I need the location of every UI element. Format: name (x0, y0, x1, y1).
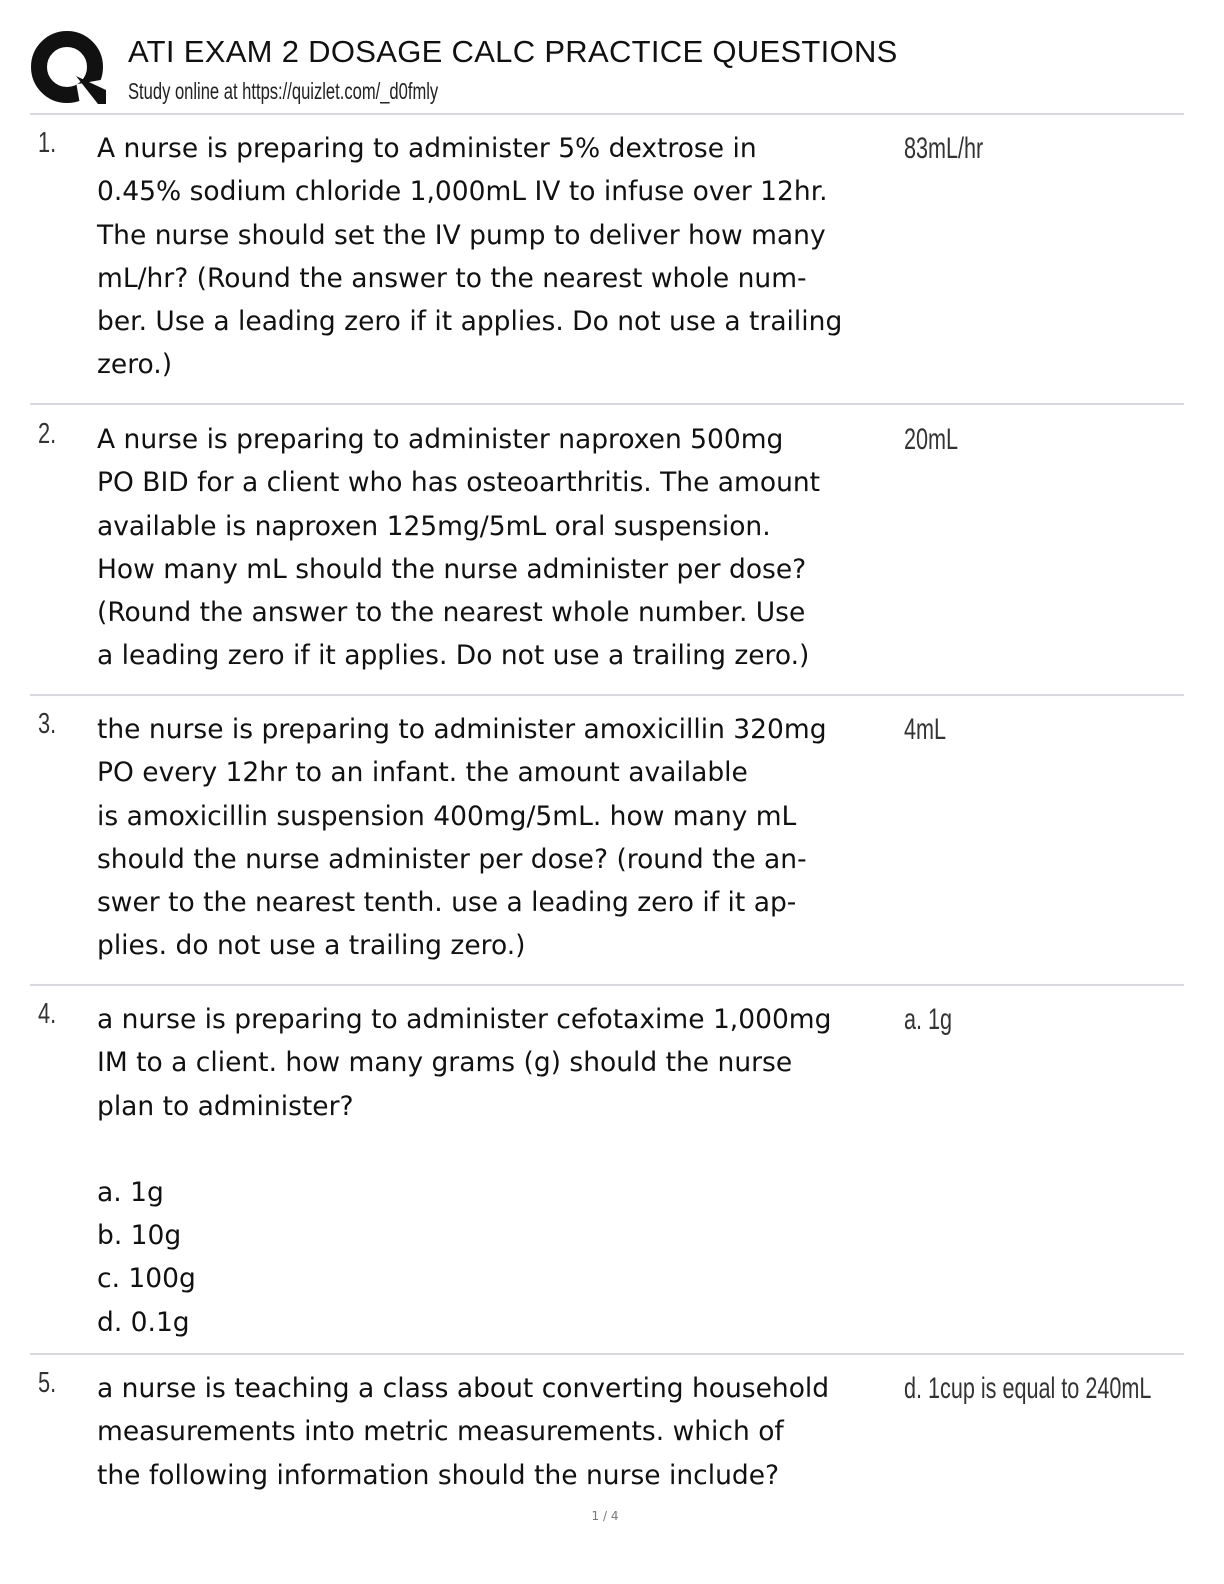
divider (30, 113, 1184, 115)
question-line: should the nurse administer per dose? (round the an- (97, 843, 807, 875)
page-number: 1 / 4 (591, 1509, 619, 1523)
answer-option: d. 0.1g (97, 1306, 190, 1338)
question-line: a nurse is teaching a class about converting household (97, 1373, 830, 1404)
question-text (97, 1367, 829, 1497)
answer-text: d. 1cup is equal to 240mL (904, 1372, 1152, 1405)
divider (30, 403, 1184, 405)
question-line: PO every 12hr to an infant. the amount available (97, 757, 748, 789)
question-line: A nurse is preparing to administer naproxen 500mg (97, 424, 784, 455)
divider (30, 1353, 1184, 1355)
question-line: ber. Use a leading zero if it applies. Do not use a trailing (97, 306, 843, 338)
question-number: 2. (38, 418, 57, 450)
divider (30, 694, 1184, 696)
question-line: (Round the answer to the nearest whole number. Use (97, 597, 806, 629)
question-line: PO BID for a client who has osteoarthritis. The amount (97, 467, 821, 499)
question-line: 0.45% sodium chloride 1,000mL IV to infuse over 12hr. (97, 176, 828, 208)
question-text (97, 127, 842, 387)
question-line: How many mL should the nurse administer per dose? (97, 553, 807, 585)
divider (30, 984, 1184, 986)
question-number: 5. (38, 1367, 57, 1399)
question-text (97, 998, 831, 1344)
question-line: plies. do not use a trailing zero.) (97, 930, 526, 962)
question-number: 3. (38, 708, 57, 740)
answer-text: 20mL (904, 423, 959, 456)
answer-option: b. 10g (97, 1220, 182, 1252)
question-line: mL/hr? (Round the answer to the nearest whole num- (97, 262, 807, 294)
answer-option: c. 100g (97, 1263, 196, 1295)
question-line: available is naproxen 125mg/5mL oral suspension. (97, 510, 771, 542)
study-online-link[interactable]: Study online at https://quizlet.com/_d0fmly (128, 78, 439, 104)
question-line: zero.) (97, 349, 173, 381)
question-line: The nurse should set the IV pump to deliver how many (97, 219, 826, 251)
question-line: a nurse is preparing to administer cefotaxime 1,000mg (97, 1004, 832, 1035)
answer-option: a. 1g (97, 1176, 164, 1208)
question-text (97, 418, 820, 678)
question-line: plan to administer? (97, 1090, 354, 1122)
question-line: swer to the nearest tenth. use a leading zero if it ap- (97, 887, 797, 919)
answer-text: 83mL/hr (904, 132, 984, 165)
question-line: the nurse is preparing to administer amoxicillin 320mg (97, 714, 827, 745)
spacer (97, 1128, 831, 1171)
question-number: 4. (38, 998, 57, 1030)
question-line: is amoxicillin suspension 400mg/5mL. how many mL (97, 800, 797, 832)
question-line: the following information should the nurse include? (97, 1459, 780, 1491)
document-title: ATI EXAM 2 DOSAGE CALC PRACTICE QUESTIONS (128, 34, 898, 69)
question-line: a leading zero if it applies. Do not use a trailing zero.) (97, 640, 810, 672)
answer-text: 4mL (904, 713, 947, 746)
answer-text: a. 1g (904, 1003, 953, 1036)
question-line: A nurse is preparing to administer 5% dextrose in (97, 133, 757, 164)
question-text (97, 708, 827, 968)
question-number: 1. (38, 127, 57, 159)
question-line: measurements into metric measurements. which of (97, 1416, 784, 1448)
question-line: IM to a client. how many grams (g) should the nurse (97, 1047, 793, 1079)
quizlet-logo-icon (30, 30, 106, 106)
